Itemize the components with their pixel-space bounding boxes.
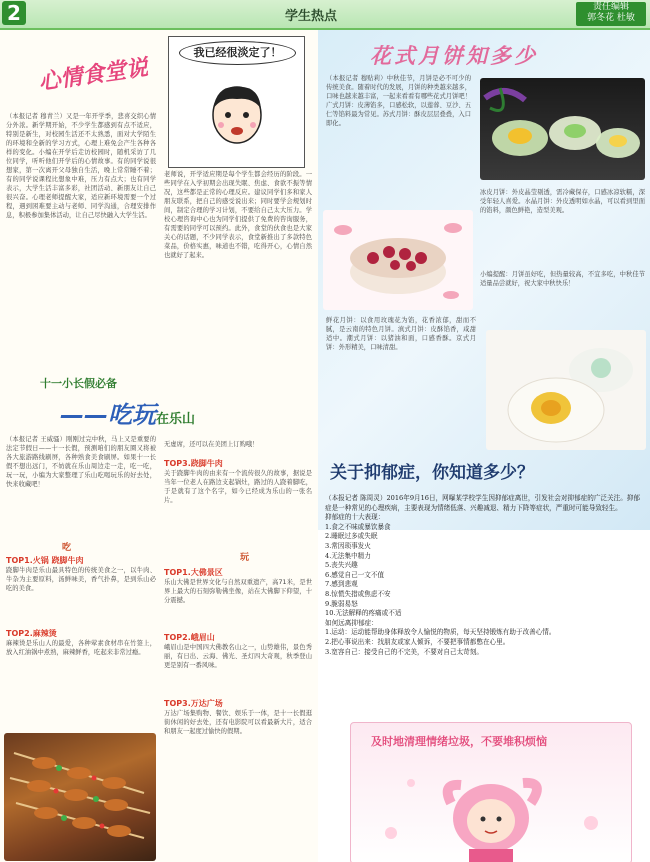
top3-play-text: 万达广场集购物、餐饮、娱乐于一体，是十一长假逛街休闲的好去处，还有电影院可以看最新大片，适合和朋友一起度过愉快的假期。 bbox=[164, 710, 312, 735]
crystal-mooncake-text: 冰皮月饼：外皮晶莹剔透，需冷藏保存，口感冰凉软糯，深受年轻人喜爱。水晶月饼：外皮透明如水晶，可以看到里面的馅料，颜色鲜艳，造型美观。 bbox=[480, 189, 645, 214]
page-number: 2 bbox=[2, 1, 26, 25]
crystal-mooncake-photo bbox=[480, 78, 645, 180]
sign-item: 8.惊慌失措或焦虑不安 bbox=[325, 589, 391, 598]
eat-title: ——吃玩在乐山 bbox=[60, 401, 196, 429]
remedy-item: 1.运动：运动能帮助身体释放令人愉悦的物质，每天坚持锻炼有助于改善心情。 bbox=[325, 628, 556, 637]
sign-item: 7.感到悲观 bbox=[325, 580, 358, 589]
sign-item: 2.睡眠过多或失眠 bbox=[325, 532, 378, 541]
mooncake-title: 花式月饼知多少 bbox=[370, 44, 538, 68]
depression-article bbox=[325, 494, 645, 657]
eat-subtitle: 十一小长假必备 bbox=[40, 377, 117, 390]
depression-intro: （本报记者 陈周灵）2016年9月16日，网曝某学校学生因抑郁症离世，引发社会对抑郁症的广泛关注。抑郁症是一种常见的心理疾病，主要表现为情绪低落、兴趣减退、精力下降等症状，严重时可能导致轻生。 bbox=[325, 494, 640, 512]
mood-article-col2: 老师说，开学适应期是每个学生都会经历的阶段。一些同学在入学初期会出现失眠、焦虑、食欲不振等情况，这些都是正常的心理反应。建议同学们多和家人朋友联系，把自己的感受说出来；同时要学会规划时间，制定合理的学习计划，不要给自己太大压力。学校心理咨询中心也为同学们提供了免费的咨询服务，有需要的同学可以预约。此外，食堂的伙食也是大家关心的话题，不少同学表示，食堂新推出了多款特色菜品，价格实惠，味道也不错，吃得开心，心情自然也就好了起来。 bbox=[164, 171, 312, 259]
top2-eat-label: TOP2.麻辣烫 bbox=[6, 629, 57, 638]
flower-mooncake-text: 鲜花月饼：以食用玫瑰花为馅，花香浓郁，甜而不腻，是云南的特色月饼。滇式月饼：皮酥馅香，咸甜适中。潮式月饼：以猪油和面，口感香酥。京式月饼：外形精美，口味清甜。 bbox=[326, 317, 476, 351]
page-header bbox=[0, 0, 650, 30]
eat-right-intro: 无虚席，还可以在美团上订购哦！ bbox=[164, 441, 259, 448]
play-heading: 玩 bbox=[240, 553, 250, 563]
eat-heading: 吃 bbox=[62, 543, 72, 553]
editor-label: 责任编辑 bbox=[592, 2, 629, 12]
sign-item: 1.食之不味或暴饮暴食 bbox=[325, 522, 391, 531]
sign-item: 3.常因琐事发火 bbox=[325, 541, 371, 550]
top1-eat-text: 跷脚牛肉是乐山最具特色的传统美食之一，以牛肉、牛杂为主要原料，汤鲜味美，香气扑鼻，是到乐山必吃的美食。 bbox=[6, 567, 156, 592]
sign-item: 6.感觉自己一文不值 bbox=[325, 570, 385, 579]
top2-play-label: TOP2.峨眉山 bbox=[164, 633, 215, 642]
mooncake-intro: （本报记者 穆贴莉）中秋佳节，月饼是必不可少的传统美食。随着时代的发展，月饼的种类越来越多，口味也越来越丰富，一起来看看有哪些花式月饼吧！广式月饼：皮薄馅多，口感松软，以莲蓉、豆沙、五仁等馅料最为常见。苏式月饼：酥皮层层叠叠，入口即化。 bbox=[326, 75, 471, 127]
section-title: 学生热点 bbox=[285, 9, 338, 24]
crystal-mooncake-icon bbox=[480, 78, 645, 180]
cartoon-girl-icon bbox=[351, 723, 631, 862]
mooncake-closing: 小编提醒：月饼虽好吃，但热量较高，不宜多吃，中秋佳节适量品尝就好，祝大家中秋快乐！ bbox=[480, 271, 645, 287]
sign-item: 5.丧失兴趣 bbox=[325, 561, 358, 570]
remedy-heading: 如何远离抑郁症： bbox=[325, 618, 378, 627]
editor-names: 郭冬花 杜敏 bbox=[587, 13, 635, 23]
top1-eat-label: TOP1.火锅 跷脚牛肉 bbox=[6, 556, 84, 565]
sign-item: 4.无法集中精力 bbox=[325, 551, 371, 560]
mood-title: 心情食堂说 bbox=[37, 55, 150, 96]
top2-eat-text: 麻辣烫是乐山人的最爱，各种荤素食材串在竹签上，放入红油锅中煮熟，麻辣鲜香，吃起来非常过瘾。 bbox=[6, 640, 156, 656]
top3-eat-text: 关于跷脚牛肉的由来有一个流传很久的故事，据说是当年一位老人在路边支起锅灶，路过的人跷着脚吃，于是就有了这个名字，如今已经成为乐山的一张名片。 bbox=[164, 470, 312, 504]
sign-item: 10.无法解释的疼痛或不适 bbox=[325, 609, 402, 618]
top1-play-text: 乐山大佛是世界文化与自然双重遗产，高71米，是世界上最大的石刻弥勒佛坐像，站在大佛脚下仰望，十分震撼。 bbox=[164, 579, 312, 604]
sign-item: 9.脆弱易怒 bbox=[325, 599, 358, 608]
signs-heading: 抑郁症的十大表现： bbox=[325, 513, 385, 522]
skewer-food-photo bbox=[4, 733, 156, 861]
snowskin-mooncake-photo bbox=[486, 330, 646, 450]
depression-title: 关于抑郁症，你知道多少？ bbox=[330, 463, 534, 483]
flower-mooncake-icon bbox=[323, 210, 473, 310]
emotion-cartoon bbox=[350, 722, 632, 862]
cartoon-panel bbox=[168, 36, 305, 168]
eat-intro: （本报记者 王威骚）刚刚过完中秋，马上又是重要的法定节假日——十一长假，预测咱们的朋友圈又将被各大旅游路线刷屏，各种熟食美食刷屏。如果十一长假不想出远门，不妨就在乐山周边走一走，吃一吃，玩一玩，小编为大家整理了乐山吃喝玩乐的好去处，快来收藏吧！ bbox=[6, 436, 156, 488]
cartoon-face-icon bbox=[207, 79, 267, 149]
speech-bubble: 我已经很淡定了！ bbox=[179, 41, 296, 65]
emotion-banner: 及时地清理情绪垃圾，不要堆积烦恼 bbox=[371, 735, 547, 748]
skewers-icon bbox=[4, 733, 156, 861]
top3-play-label: TOP3.万达广场 bbox=[164, 699, 223, 708]
remedy-item: 2.把心事说出来：找朋友或家人倾诉，不要把事情都憋在心里。 bbox=[325, 637, 510, 646]
editor-credit bbox=[576, 2, 646, 26]
top1-play-label: TOP1.大佛景区 bbox=[164, 568, 223, 577]
mood-article-col1: （本报记者 穆青兰）又是一年开学季，悲喜交织心情分外浓。新学期开始，不少学生都感到有点不适应，特别是新生，对校园生活还不太熟悉，面对大学陌生的环境和全新的学习方式，心理上难免会产生各种各样的变化。小编在开学后走访校园时，随机采访了几位同学，听听他们开学后的心情故事。有的同学说很想家，第一次离开父母独自生活，晚上常常睡不着；有的同学说课程比想象中难，压力有点大；也有同学表示，大学生活丰富多彩，社团活动、新朋友让自己很兴奋。心理老师提醒大家，适应新环境需要一个过程，遇到困难要主动与老师、同学沟通，合理安排作息，积极参加集体活动，让自己尽快融入大学生活。 bbox=[6, 113, 156, 219]
top2-play-text: 峨眉山是中国四大佛教名山之一，山势雄伟，景色秀丽，有日出、云海、佛光、圣灯四大奇观，秋季登山更是别有一番风味。 bbox=[164, 644, 312, 669]
top3-eat-label: TOP3.跷脚牛肉 bbox=[164, 459, 223, 468]
flower-mooncake-photo bbox=[323, 210, 473, 310]
snowskin-mooncake-icon bbox=[486, 330, 646, 450]
remedy-item: 3.宽容自己：接受自己的不完美，不要对自己太苛刻。 bbox=[325, 647, 483, 656]
